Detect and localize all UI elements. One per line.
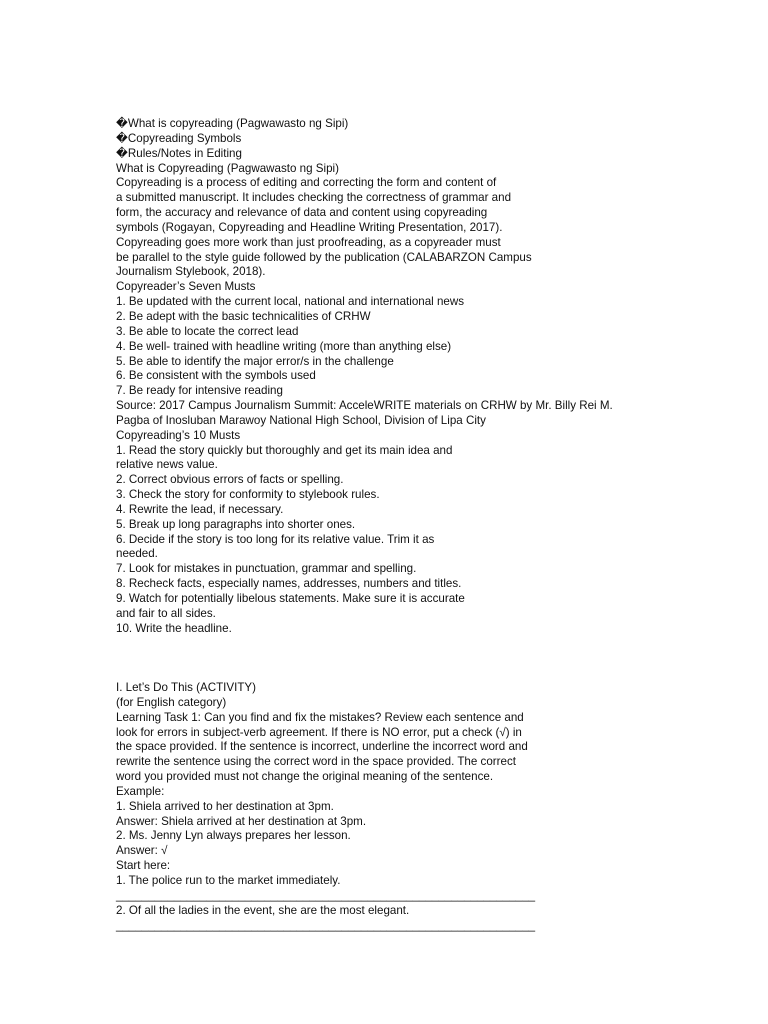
text-line: Example: bbox=[116, 784, 165, 798]
text-line: 1. Read the story quickly but thoroughly and get its main idea and bbox=[116, 443, 453, 457]
text-line: 2. Correct obvious errors of facts or spelling. bbox=[116, 473, 344, 487]
text-line: symbols (Rogayan, Copyreading and Headline Writing Presentation, 2017). bbox=[116, 220, 503, 234]
text-line: 3. Check the story for conformity to stylebook rules. bbox=[116, 488, 380, 502]
text-line: a submitted manuscript. It includes checking the correctness of grammar and bbox=[116, 191, 512, 205]
text-line: Start here: bbox=[116, 859, 171, 873]
text-line: 1. Be updated with the current local, national and international news bbox=[116, 295, 465, 309]
text-line: be parallel to the style guide followed by the publication (CALABARZON Campus bbox=[116, 250, 532, 264]
text-line: look for errors in subject-verb agreement. If there is NO error, put a check (√) in bbox=[116, 725, 522, 739]
text-line: 3. Be able to locate the correct lead bbox=[116, 324, 299, 338]
text-line: What is Copyreading (Pagwawasto ng Sipi) bbox=[116, 161, 339, 175]
text-line: 5. Be able to identify the major error/s in the challenge bbox=[116, 354, 394, 368]
text-line: 9. Watch for potentially libelous statements. Make sure it is accurate bbox=[116, 592, 465, 605]
text-line: form, the accuracy and relevance of data and content using copyreading bbox=[116, 206, 488, 220]
text-line: Copyreading is a process of editing and correcting the form and content of bbox=[116, 176, 497, 190]
answer-blank-line: _________________________________________________________________ bbox=[116, 918, 536, 932]
answer-blank-line: _________________________________________________________________ bbox=[116, 888, 536, 902]
document-page bbox=[116, 117, 756, 933]
text-line: 1. The police run to the market immediately. bbox=[116, 874, 341, 887]
copyreading-notes-section bbox=[116, 117, 756, 637]
text-line: Journalism Stylebook, 2018). bbox=[116, 265, 266, 279]
text-line: 4. Be well- trained with headline writing (more than anything else) bbox=[116, 339, 452, 353]
text-line: 2. Ms. Jenny Lyn always prepares her lesson. bbox=[116, 829, 351, 843]
text-line: Source: 2017 Campus Journalism Summit: AcceleWRITE materials on CRHW by Mr. Billy Rei M. bbox=[116, 399, 613, 413]
text-line: 10. Write the headline. bbox=[116, 621, 232, 635]
text-line: (for English category) bbox=[116, 695, 227, 709]
text-line: �Rules/Notes in Editing bbox=[116, 146, 242, 160]
text-line: 5. Break up long paragraphs into shorter ones. bbox=[116, 517, 356, 531]
text-line: needed. bbox=[116, 547, 158, 561]
text-line: 2. Be adept with the basic technicalities of CRHW bbox=[116, 309, 371, 323]
section-spacer bbox=[116, 637, 756, 682]
text-line: word you provided must not change the original meaning of the sentence. bbox=[116, 770, 494, 784]
text-line: Copyreading’s 10 Musts bbox=[116, 428, 241, 442]
text-line: 4. Rewrite the lead, if necessary. bbox=[116, 502, 284, 516]
text-line: �Copyreading Symbols bbox=[116, 131, 242, 145]
text-line: and fair to all sides. bbox=[116, 606, 216, 620]
text-line: Pagba of Inosluban Marawoy National High School, Division of Lipa City bbox=[116, 413, 486, 427]
text-line: Copyreader’s Seven Musts bbox=[116, 280, 256, 294]
text-line: Answer: √ bbox=[116, 844, 168, 858]
text-line: Copyreading goes more work than just proofreading, as a copyreader must bbox=[116, 235, 501, 249]
text-line: �What is copyreading (Pagwawasto ng Sipi) bbox=[116, 117, 349, 130]
text-line: 6. Be consistent with the symbols used bbox=[116, 369, 316, 383]
text-line: relative news value. bbox=[116, 458, 218, 472]
text-line: 1. Shiela arrived to her destination at 3pm. bbox=[116, 799, 334, 813]
text-line: rewrite the sentence using the correct word in the space provided. The correct bbox=[116, 755, 516, 769]
text-line: 7. Look for mistakes in punctuation, grammar and spelling. bbox=[116, 562, 417, 576]
text-line: 7. Be ready for intensive reading bbox=[116, 384, 283, 398]
text-line: Learning Task 1: Can you find and fix the mistakes? Review each sentence and bbox=[116, 710, 524, 724]
text-line: 8. Recheck facts, especially names, addresses, numbers and titles. bbox=[116, 577, 462, 591]
text-line: the space provided. If the sentence is incorrect, underline the incorrect word and bbox=[116, 740, 528, 754]
text-line: I. Let’s Do This (ACTIVITY) bbox=[116, 681, 257, 695]
text-line: Answer: Shiela arrived at her destination at 3pm. bbox=[116, 814, 367, 828]
activity-section bbox=[116, 681, 756, 933]
text-line: 6. Decide if the story is too long for its relative value. Trim it as bbox=[116, 532, 435, 546]
text-line: 2. Of all the ladies in the event, she are the most elegant. bbox=[116, 903, 410, 917]
